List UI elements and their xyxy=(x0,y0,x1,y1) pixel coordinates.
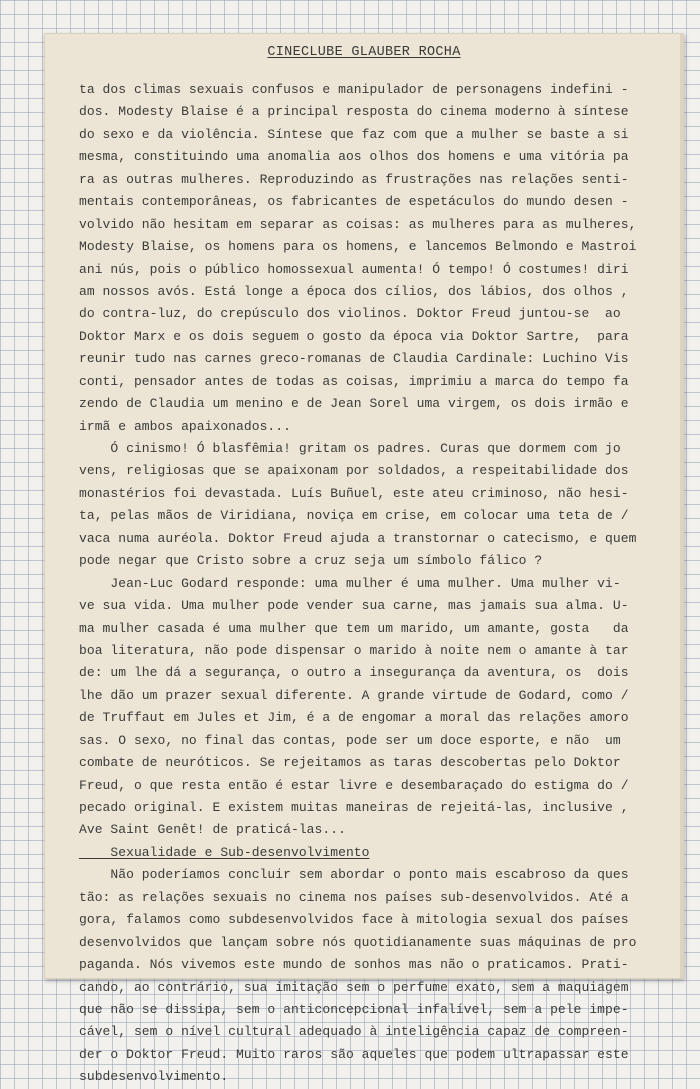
text-line: Modesty Blaise, os homens para os homens, e lancemos Belmondo e Mastroi xyxy=(79,239,637,255)
text-line: Ave Saint Genêt! de praticá-las... xyxy=(79,822,346,838)
text-line: der o Doktor Freud. Muito raros são aqueles que podem ultrapassar este xyxy=(79,1046,629,1062)
text-line: desenvolvidos que lançam sobre nós quotidianamente suas máquinas de pro xyxy=(79,934,637,950)
text-line: ta, pelas mãos de Viridiana, noviça em crise, em colocar uma teta de / xyxy=(79,508,629,524)
text-line: volvido não hesitam em separar as coisas: as mulheres para as mulheres, xyxy=(79,216,637,232)
text-line: Ó cinismo! Ó blasfêmia! gritam os padres. Curas que dormem com jo xyxy=(79,441,621,456)
text-line: Freud, o que resta então é estar livre e desembaraçado do estigma do / xyxy=(79,777,629,793)
text-line: gora, falamos como subdesenvolvidos face à mitologia sexual dos países xyxy=(79,912,629,928)
typewritten-page xyxy=(44,33,684,1085)
text-line: cando, ao contrário, sua imitação sem o perfume exato, sem a maquiagem xyxy=(79,979,629,995)
text-line: ra as outras mulheres. Reproduzindo as frustrações nas relações senti- xyxy=(79,171,629,187)
text-line: do sexo e da violência. Síntese que faz com que a mulher se baste a si xyxy=(79,126,629,142)
text-line: sas. O sexo, no final das contas, pode ser um doce esporte, e não um xyxy=(79,732,621,748)
text-line: conti, pensador antes de todas as coisas, imprimiu a marca do tempo fa xyxy=(79,373,629,389)
text-line: Doktor Marx e os dois seguem o gosto da época via Doktor Sartre, para xyxy=(79,328,629,344)
text-line: vens, religiosas que se apaixonam por soldados, a respeitabilidade dos xyxy=(79,463,629,479)
body-text xyxy=(79,79,669,1089)
text-line: de Truffaut em Jules et Jim, é a de engomar a moral das relações amoro xyxy=(79,710,629,726)
text-line: combate de neuróticos. Se rejeitamos as taras descobertas pelo Doktor xyxy=(79,755,621,771)
text-line: pecado original. E existem muitas maneiras de rejeitá-las, inclusive , xyxy=(79,800,629,815)
text-line: que não se dissipa, sem o anticoncepcional infalível, sem a pele impe- xyxy=(79,1001,629,1017)
text-line: vaca numa auréola. Doktor Freud ajuda a transtornar o catecismo, e quem xyxy=(79,530,637,546)
page-edge xyxy=(680,34,683,978)
text-line: ta dos climas sexuais confusos e manipulador de personagens indefini - xyxy=(79,82,629,97)
text-line: tão: as relações sexuais no cinema nos países sub-desenvolvidos. Até a xyxy=(79,889,629,905)
text-line: boa literatura, não pode dispensar o marido à noite nem o amante à tar xyxy=(79,642,629,658)
text-line: ani nús, pois o público homossexual aumenta! Ó tempo! Ó costumes! diri xyxy=(79,261,629,277)
section-heading: Sexualidade e Sub-desenvolvimento xyxy=(79,844,370,860)
text-line: mesma, constituindo uma anomalia aos olhos dos homens e uma vitória pa xyxy=(79,149,629,165)
text-line: am nossos avós. Está longe a época dos cílios, dos lábios, dos olhos , xyxy=(79,283,629,299)
text-line: mentais contemporâneas, os fabricantes de espetáculos do mundo desen - xyxy=(79,194,629,210)
text-line: reunir tudo nas carnes greco-romanas de Claudia Cardinale: Luchino Vis xyxy=(79,351,629,367)
text-line: irmã e ambos apaixonados... xyxy=(79,418,291,434)
text-line: cável, sem o nível cultural adequado à inteligência capaz de compreen- xyxy=(79,1024,629,1040)
text-line: ma mulher casada é uma mulher que tem um marido, um amante, gosta da xyxy=(79,620,629,636)
page-header xyxy=(45,45,683,60)
text-line: do contra-luz, do crepúsculo dos violinos. Doktor Freud juntou-se ao xyxy=(79,306,621,322)
text-line: zendo de Claudia um menino e de Jean Sorel uma virgem, os dois irmão e xyxy=(79,396,629,412)
text-line: subdesenvolvimento. xyxy=(79,1069,229,1085)
text-line: monastérios foi devastada. Luís Buñuel, este ateu criminoso, não hesi- xyxy=(79,485,629,501)
page-title: CINECLUBE GLAUBER ROCHA xyxy=(267,45,461,60)
text-line: Jean-Luc Godard responde: uma mulher é uma mulher. Uma mulher vi- xyxy=(79,575,621,591)
text-line: paganda. Nós vivemos este mundo de sonhos mas não o praticamos. Prati- xyxy=(79,957,629,973)
text-line: pode negar que Cristo sobre a cruz seja um símbolo fálico ? xyxy=(79,553,543,569)
text-line: dos. Modesty Blaise é a principal resposta do cinema moderno à síntese xyxy=(79,104,629,120)
text-line: lhe dão um prazer sexual diferente. A grande virtude de Godard, como / xyxy=(79,687,629,703)
text-line: de: um lhe dá a segurança, o outro a insegurança da aventura, os dois xyxy=(79,665,629,681)
text-line: ve sua vida. Uma mulher pode vender sua carne, mas jamais sua alma. U- xyxy=(79,598,629,614)
text-line: Não poderíamos concluir sem abordar o ponto mais escabroso da ques xyxy=(79,867,629,883)
